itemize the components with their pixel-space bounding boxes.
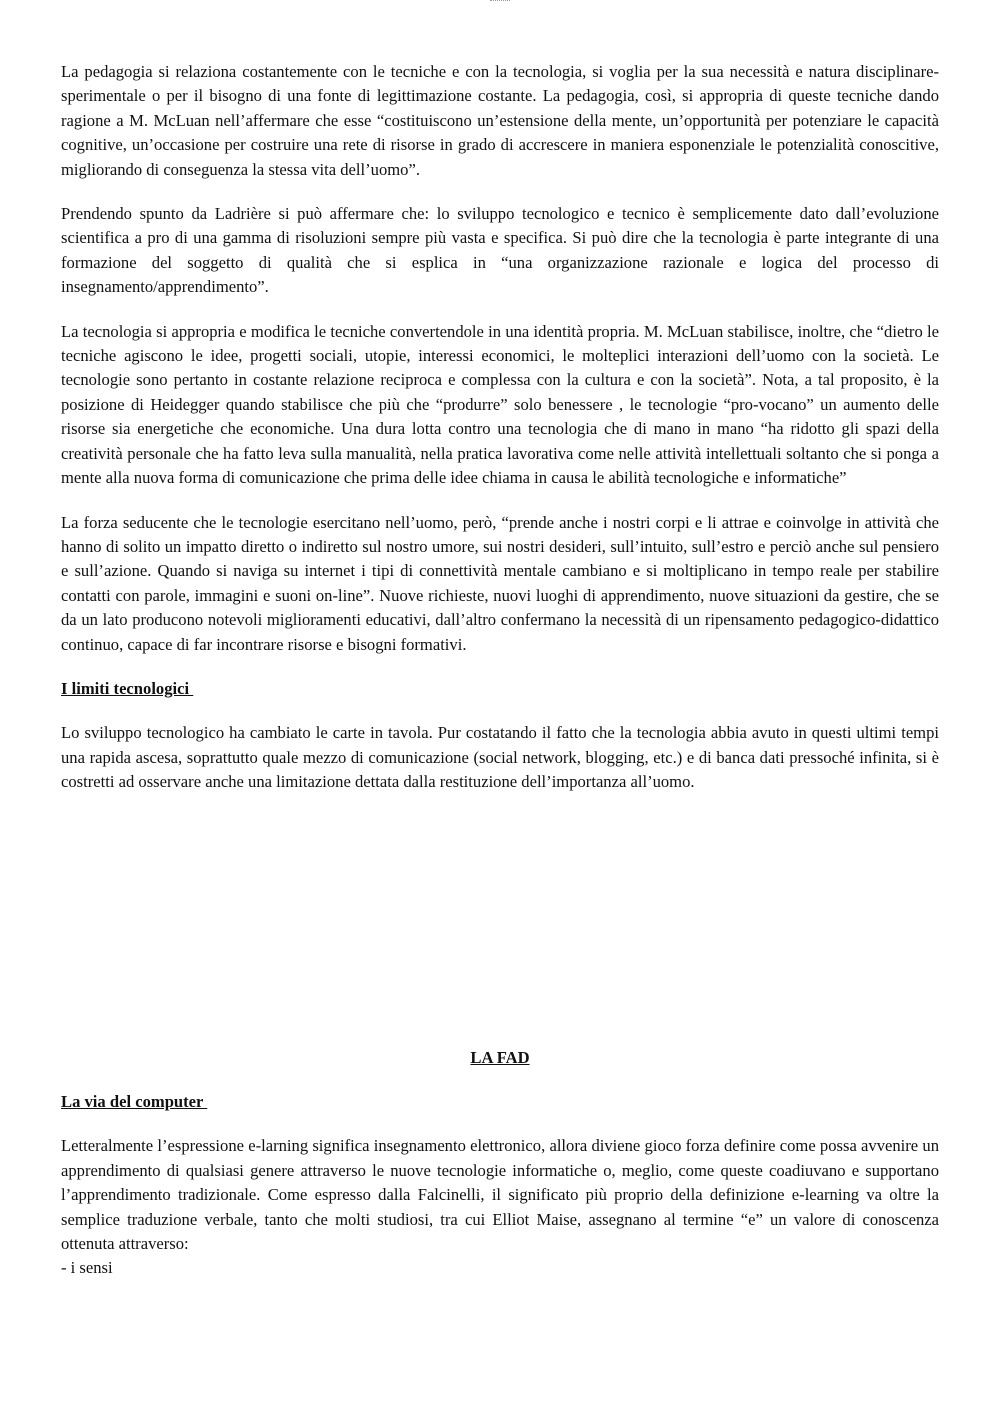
chapter-title: LA FAD [470, 1047, 530, 1067]
paragraph-ladriere: Prendendo spunto da Ladrière si può affermare che: lo sviluppo tecnologico e tecnico è semplicemente dato dall’evoluzione scientifica a pro di una gamma di risoluzioni sempre più vasta e specifica. Si può dire che la tecnologia è parte integrante di una formazione del soggetto di qualità che si esplica in “una organizzazione razionale e logica del processo di insegnamento/apprendimento”. [61, 204, 939, 297]
page-header-mark [490, 0, 510, 2]
page-gap [61, 815, 939, 1046]
list-item: - i sensi [61, 1258, 113, 1278]
paragraph-tecnologia-identita: La tecnologia si appropria e modifica le tecniche convertendole in una identità propria. M. McLuan stabilisce, inoltre, che “dietro le tecniche agiscono le idee, progetti sociali, utopie, interessi economici, le molteplici interazioni dell’uomo con la società. Le tecnologie sono pertanto in costante relazione reciproca e complessa con la cultura e con la società”. Nota, a tal proposito, è la posizione di Heidegger quando stabilisce che più che “produrre” solo benessere , le tecnologie “pro-vocano” un aumento delle risorse sia energetiche che economiche. Una dura lotta contro una tecnologia che di mano in mano “ha ridotto gli spazi della creatività personale che ha fatto leva sulla manualità, nella pratica lavorativa come nelle attività intellettuali soltanto che si ponga a mente alla nuova forma di comunicazione che prima delle idee chiama in causa le abilità tecnologiche e informatiche” [61, 321, 939, 488]
section-heading-limiti: I limiti tecnologici [61, 678, 194, 698]
paragraph-limiti: Lo sviluppo tecnologico ha cambiato le carte in tavola. Pur costatando il fatto che la tecnologia abbia avuto in questi ultimi tempi una rapida ascesa, soprattutto quale mezzo di comunicazione (social network, blogging, etc.) e di banca dati pressoché infinita, si è costretti ad osservare anche una limitazione dettata dalla restituzione dell’importanza all’uomo. [61, 723, 939, 792]
paragraph-forza-seducente: La forza seducente che le tecnologie esercitano nell’uomo, però, “prende anche i nostri corpi e li attrae e coinvolge in attività che hanno di solito un impatto diretto o indiretto sul nostro umore, sui nostri desideri, sull’intuito, sull’estro e perciò anche sul pensiero e sull’azione. Quando si naviga su internet i tipi di connettività mentale cambiano e si moltiplicano in tempo reale per stabilire contatti con parole, immagini e suoni on-line”. Nuove richieste, nuovi luoghi di apprendimento, nuove situazioni da gestire, che se da un lato producono notevoli miglioramenti educativi, dall’altro confermano la necessità di un ripensamento pedagogico-didattico continuo, capace di far incontrare risorse e bisogni formativi. [61, 512, 939, 654]
paragraph-pedagogia: La pedagogia si relaziona costantemente con le tecniche e con la tecnologia, si voglia per la sua necessità e natura disciplinare-sperimentale o per il bisogno di una fonte di legittimazione costante. La pedagogia, così, si appropria di queste tecniche dando ragione a M. McLuan nell’affermare che esse “costituiscono un’estensione della mente, un’opportunità per potenziare le capacità cognitive, un’occasione per costruire una rete di risorse in grado di accrescere in maniera esponenziale le potenzialità conoscitive, migliorando di conseguenza la stessa vita dell’uomo”. [61, 62, 939, 179]
document-page [61, 60, 939, 1281]
section-heading-computer: La via del computer [61, 1091, 208, 1111]
paragraph-elearning: Letteralmente l’espressione e-larning significa insegnamento elettronico, allora diviene gioco forza definire come possa avvenire un apprendimento di qualsiasi genere attraverso le nuove tecnologie informatiche o, meglio, come queste coadiuvano e supportano l’apprendimento tradizionale. Come espresso dalla Falcinelli, il significato più proprio della definizione e-learning va oltre la semplice traduzione verbale, tanto che molti studiosi, tra cui Elliot Maise, assegnano al termine “e” un valore di conoscenza ottenuta attraverso: [61, 1136, 939, 1253]
